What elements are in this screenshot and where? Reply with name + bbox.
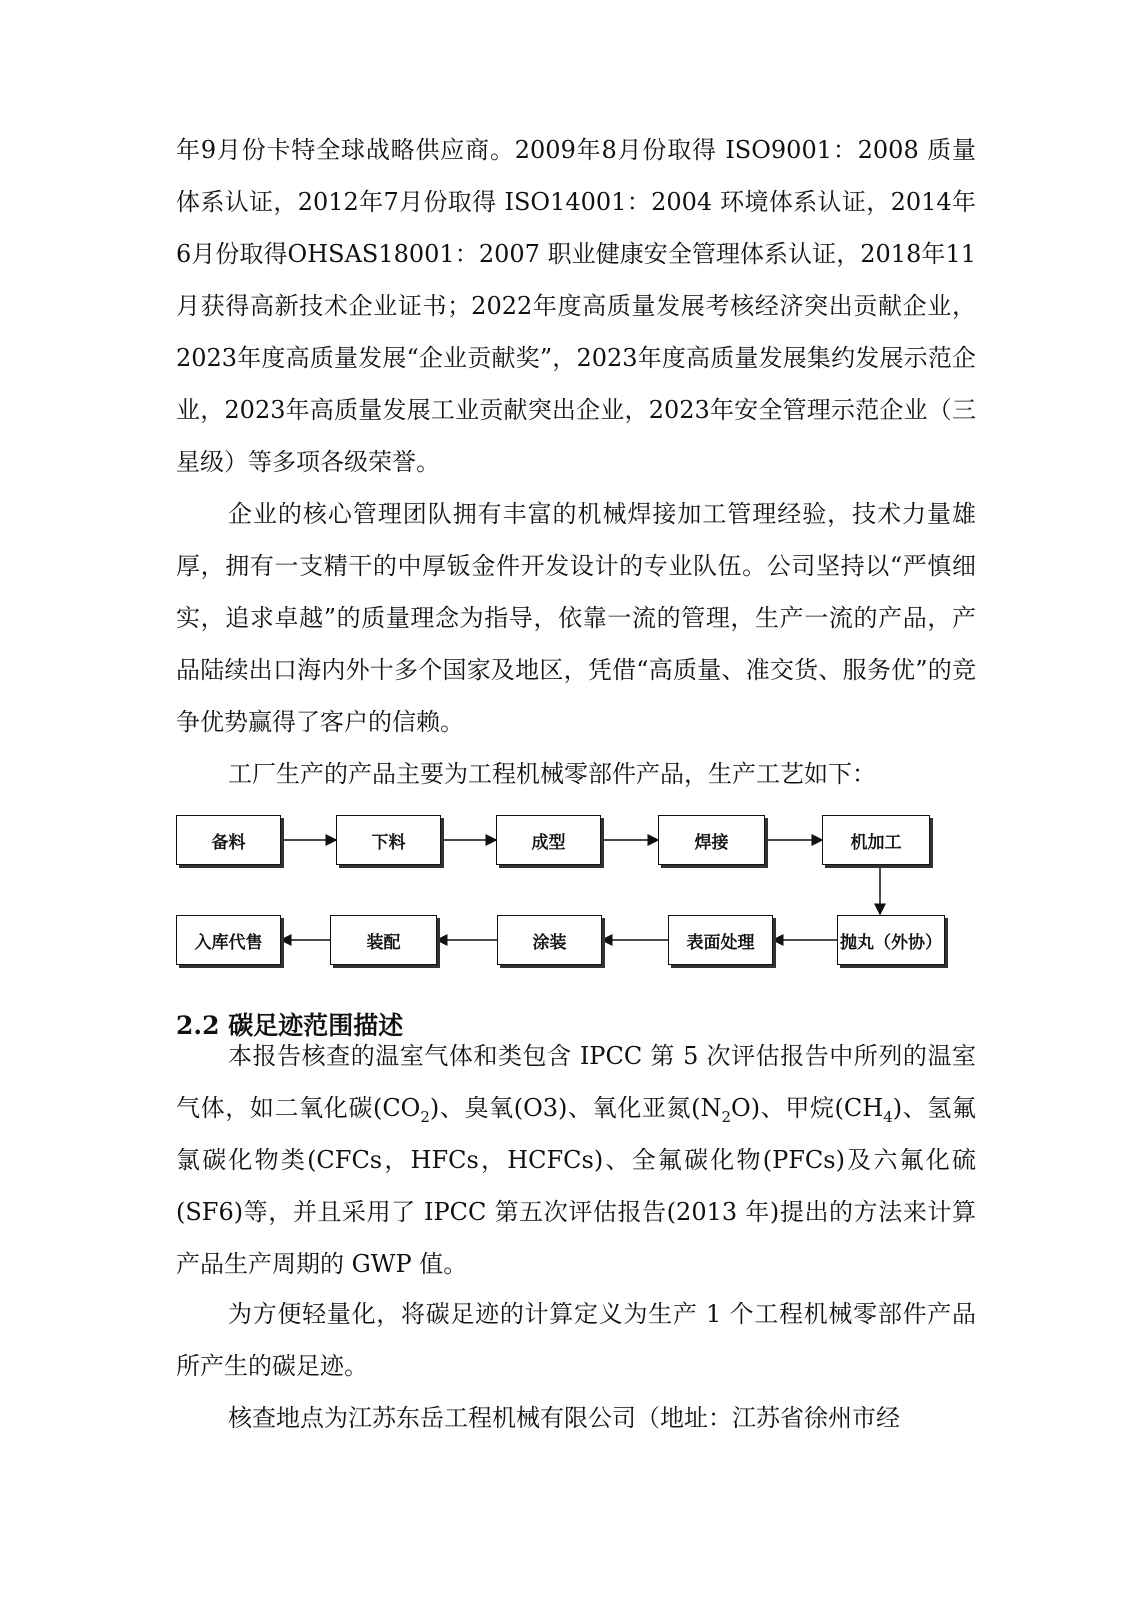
paragraph-ghg (176, 1030, 976, 1290)
paragraph-honors: 年9月份卡特全球战略供应商。2009年8月份取得 ISO9001：2008 质量体系认证，2012年7月份取得 ISO14001：2004 环境体系认证，2014年6月份取得OHSAS18001：2007 职业健康安全管理体系认证，2018年11月获得高新技术企业证书；2022年度高质量发展考核经济突出贡献企业，2023年度高质量发展“企业贡献奖”，2023年度高质量发展集约发展示范企业，2023年高质量发展工业贡献突出企业，2023年安全管理示范企业（三星级）等多项各级荣誉。 (176, 136, 976, 476)
paragraph-location: 核查地点为江苏东岳工程机械有限公司（地址：江苏省徐州市经 (228, 1404, 900, 1432)
ghg-text-c: O)、甲烷(CH (731, 1094, 884, 1122)
flow-step-machining: 机加工 (822, 815, 930, 865)
n2o-subscript: 2 (721, 1107, 732, 1126)
flow-step-shot-blasting: 抛丸（外协） (837, 915, 945, 965)
ghg-text-d: )、氢氟氯碳化物类(CFCs，HFCs，HCFCs)、全氟碳化物(PFCs)及六氟化硫(SF6)等，并且采用了 IPCC 第五次评估报告(2013 年)提出的方法来计算产品生产周期的 GWP 值。 (176, 1094, 976, 1278)
flow-step-warehouse: 入库代售 (176, 915, 281, 965)
flow-step-cutting: 下料 (336, 815, 441, 865)
flow-step-welding: 焊接 (658, 815, 765, 865)
flow-step-forming: 成型 (496, 815, 601, 865)
flow-step-coating: 涂装 (497, 915, 602, 965)
ch4-subscript: 4 (883, 1107, 893, 1126)
section-heading: 2.2 碳足迹范围描述 (176, 1011, 404, 1040)
flow-step-surface-treatment: 表面处理 (668, 915, 773, 965)
paragraph-functional-unit: 为方便轻量化，将碳足迹的计算定义为生产 1 个工程机械零部件产品所产生的碳足迹。 (176, 1300, 976, 1380)
flow-step-prepare: 备料 (176, 815, 281, 865)
paragraph-process-intro: 工厂生产的产品主要为工程机械零部件产品，生产工艺如下： (228, 760, 876, 788)
paragraph-team: 企业的核心管理团队拥有丰富的机械焊接加工管理经验，技术力量雄厚，拥有一支精干的中厚钣金件开发设计的专业队伍。公司坚持以“严慎细实，追求卓越”的质量理念为指导，依靠一流的管理，生产一流的产品，产品陆续出口海内外十多个国家及地区，凭借“高质量、准交货、服务优”的竞争优势赢得了客户的信赖。 (176, 500, 976, 736)
flow-step-assembly: 装配 (330, 915, 437, 965)
ghg-text-b: )、臭氧(O3)、氧化亚氮(N (429, 1094, 722, 1122)
ghg-text-a: 本报告核查的温室气体和类包含 IPCC 第 5 次评估报告中所列的温室气体，如二氧化碳(CO (176, 1042, 976, 1122)
co2-subscript: 2 (420, 1107, 430, 1126)
